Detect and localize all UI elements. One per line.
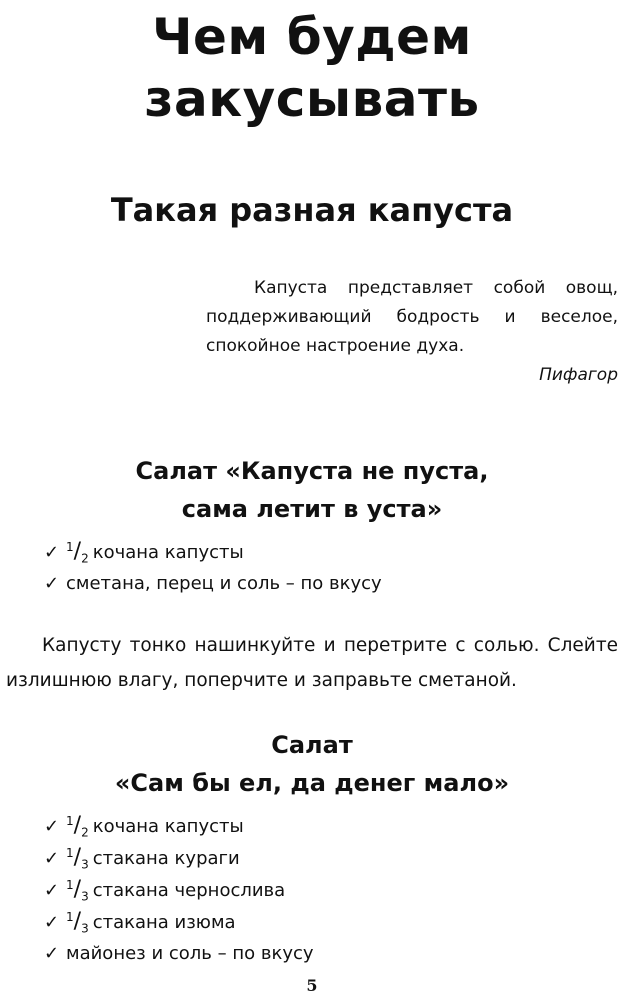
ingredient-item <box>44 938 314 969</box>
checkmark-icon: ✓ <box>44 816 60 837</box>
recipe-title-line: «Сам бы ел, да денег мало» <box>114 769 510 797</box>
checkmark-icon: ✓ <box>44 573 60 594</box>
fraction-denominator: 3 <box>81 889 89 904</box>
recipe-instructions: Капусту тонко нашинкуйте и перетрите с солью. Слейте излишнюю влагу, поперчите и заправьте сметаной. <box>6 635 618 691</box>
ingredient-list <box>44 810 314 969</box>
checkmark-icon: ✓ <box>44 912 60 933</box>
ingredient-text: майонез и соль – по вкусу <box>66 943 314 964</box>
ingredient-item <box>44 536 382 568</box>
ingredient-item <box>44 810 314 842</box>
fraction-numerator: 1 <box>66 910 74 924</box>
ingredient-text: сметана, перец и соль – по вкусу <box>66 573 382 594</box>
fraction-numerator: 1 <box>66 846 74 860</box>
ingredient-item <box>44 842 314 874</box>
epigraph-author: Пифагор <box>539 365 618 385</box>
epigraph-text: Капуста представляет собой овощ, поддерживающий бодрость и веселое, спокойное настроение духа. <box>206 278 618 356</box>
fraction-numerator: 1 <box>66 540 74 554</box>
fraction-denominator: 3 <box>81 921 89 936</box>
ingredient-text: кочана капусты <box>92 542 244 563</box>
page-number: 5 <box>306 976 318 995</box>
checkmark-icon: ✓ <box>44 880 60 901</box>
fraction: $^1/_3$ <box>66 845 89 872</box>
recipe-title-line: сама летит в уста» <box>181 495 443 523</box>
chapter-title-line: Чем будем <box>152 8 472 66</box>
fraction-numerator: 1 <box>66 814 74 828</box>
section-title: Такая разная капуста <box>110 191 514 229</box>
recipe-title <box>0 726 624 802</box>
fraction-denominator: 3 <box>81 857 89 872</box>
ingredient-text: кочана капусты <box>92 816 244 837</box>
ingredient-item <box>44 906 314 938</box>
ingredient-item <box>44 568 382 599</box>
checkmark-icon: ✓ <box>44 848 60 869</box>
ingredient-text: стакана кураги <box>92 848 240 869</box>
ingredient-list <box>44 536 382 599</box>
ingredient-item <box>44 874 314 906</box>
fraction: $^1/_3$ <box>66 909 89 936</box>
fraction-denominator: 2 <box>81 551 89 566</box>
fraction: $^1/_2$ <box>66 539 89 566</box>
ingredient-text: стакана изюма <box>92 912 236 933</box>
checkmark-icon: ✓ <box>44 542 60 563</box>
fraction: $^1/_2$ <box>66 813 89 840</box>
fraction-numerator: 1 <box>66 878 74 892</box>
recipe-title-line: Салат «Капуста не пуста, <box>135 457 489 485</box>
recipe-title-line: Салат <box>271 731 353 759</box>
ingredient-text: стакана чернослива <box>92 880 286 901</box>
chapter-title <box>0 6 624 130</box>
fraction: $^1/_3$ <box>66 877 89 904</box>
epigraph <box>206 274 618 390</box>
chapter-title-line: закусывать <box>144 70 480 128</box>
checkmark-icon: ✓ <box>44 943 60 964</box>
fraction-denominator: 2 <box>81 825 89 840</box>
recipe-title <box>0 452 624 528</box>
